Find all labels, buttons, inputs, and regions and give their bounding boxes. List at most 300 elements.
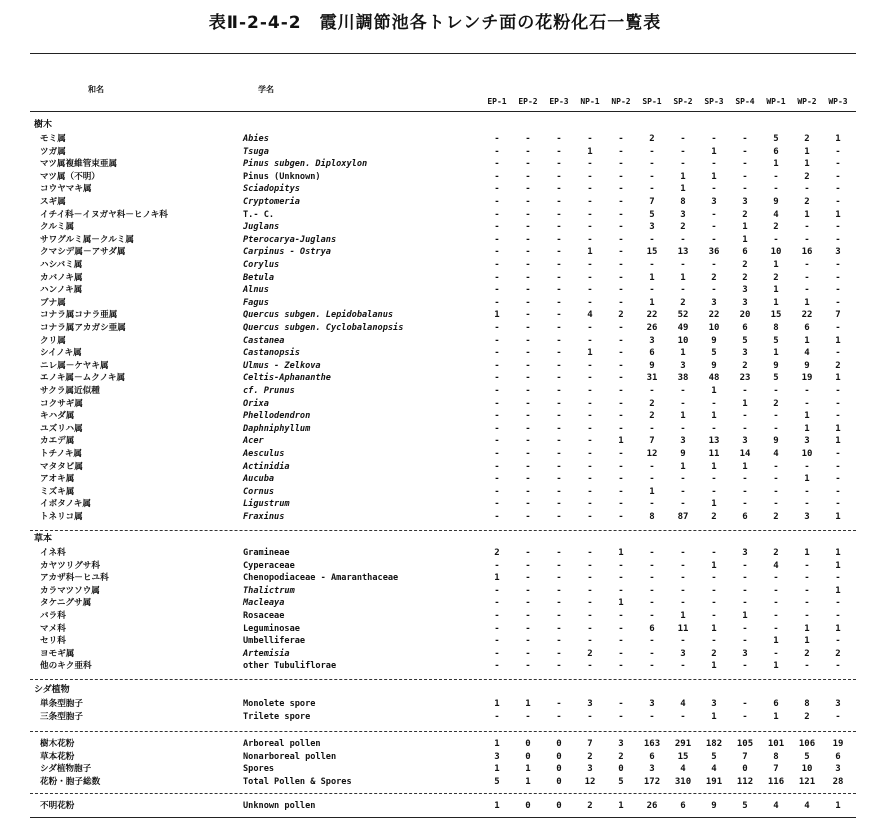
- count-cell: -: [556, 411, 562, 422]
- count-cell: 3: [680, 360, 686, 371]
- count-cell: 6: [680, 801, 686, 811]
- count-cell: -: [680, 548, 686, 558]
- count-cell: 9: [711, 360, 717, 371]
- count-cell: 2: [649, 134, 655, 144]
- count-cell: -: [835, 348, 841, 359]
- count-cell: -: [680, 499, 686, 510]
- count-cell: 1: [680, 272, 686, 283]
- count-cell: 1: [494, 573, 500, 584]
- table-row: [0, 751, 870, 764]
- scientific-name: Celtis-Aphananthe: [243, 373, 331, 384]
- count-cell: 3: [742, 436, 748, 447]
- count-cell: 2: [494, 548, 500, 558]
- japanese-name: キハダ属: [40, 411, 75, 422]
- count-cell: -: [525, 585, 531, 596]
- count-cell: 1: [804, 146, 810, 157]
- count-cell: 1: [835, 436, 841, 447]
- count-cell: 2: [711, 272, 717, 283]
- count-cell: 1: [773, 711, 779, 722]
- count-cell: 2: [742, 260, 748, 270]
- table-row: [0, 246, 870, 259]
- count-cell: 3: [804, 436, 810, 447]
- count-cell: -: [494, 636, 500, 647]
- count-cell: -: [773, 499, 779, 510]
- count-cell: -: [711, 573, 717, 584]
- table-row: [0, 347, 870, 360]
- count-cell: -: [494, 436, 500, 447]
- count-cell: 2: [773, 512, 779, 522]
- count-cell: 3: [742, 348, 748, 359]
- count-cell: -: [556, 310, 562, 321]
- count-cell: 1: [835, 623, 841, 634]
- count-cell: -: [556, 323, 562, 333]
- count-cell: -: [711, 585, 717, 596]
- count-cell: -: [711, 548, 717, 558]
- count-cell: 1: [804, 297, 810, 308]
- count-cell: 172: [643, 776, 661, 787]
- count-cell: 1: [804, 209, 810, 220]
- count-cell: 22: [708, 310, 720, 321]
- count-cell: -: [525, 386, 531, 396]
- count-cell: 3: [804, 512, 810, 522]
- count-cell: 1: [835, 209, 841, 220]
- count-cell: -: [835, 222, 841, 233]
- scientific-name: Orixa: [243, 398, 269, 409]
- count-cell: -: [649, 560, 655, 571]
- count-cell: -: [649, 548, 655, 558]
- count-cell: 22: [801, 310, 813, 321]
- scientific-name: Tsuga: [243, 146, 269, 157]
- count-cell: 1: [773, 260, 779, 270]
- count-cell: -: [587, 611, 593, 621]
- count-cell: -: [773, 171, 779, 182]
- count-cell: -: [742, 386, 748, 396]
- count-cell: -: [618, 272, 624, 283]
- count-cell: -: [556, 398, 562, 409]
- count-cell: -: [680, 423, 686, 434]
- count-cell: 1: [525, 776, 531, 787]
- count-cell: 1: [711, 171, 717, 182]
- count-cell: 2: [587, 648, 593, 659]
- count-cell: -: [835, 711, 841, 722]
- count-cell: 2: [804, 648, 810, 659]
- count-cell: 3: [680, 648, 686, 659]
- count-cell: -: [525, 661, 531, 672]
- scientific-name: cf. Prunus: [243, 386, 295, 396]
- count-cell: 310: [674, 776, 692, 787]
- scientific-name: Ligustrum: [243, 499, 290, 510]
- count-cell: -: [742, 661, 748, 672]
- table-row: [0, 648, 870, 661]
- table-row: [0, 221, 870, 234]
- count-cell: 1: [711, 386, 717, 396]
- count-cell: 26: [646, 801, 658, 811]
- count-cell: -: [618, 699, 624, 709]
- count-cell: -: [525, 373, 531, 384]
- count-cell: 5: [773, 373, 779, 384]
- count-cell: -: [494, 486, 500, 497]
- japanese-name: セリ科: [40, 636, 66, 647]
- count-cell: 2: [835, 360, 841, 371]
- count-cell: -: [618, 146, 624, 157]
- count-cell: 5: [711, 751, 717, 762]
- count-cell: -: [680, 598, 686, 609]
- count-cell: 1: [773, 159, 779, 170]
- count-cell: -: [587, 272, 593, 283]
- count-cell: 2: [773, 222, 779, 233]
- count-cell: -: [494, 171, 500, 182]
- count-cell: -: [835, 197, 841, 207]
- count-cell: 28: [832, 776, 844, 787]
- count-cell: -: [494, 423, 500, 434]
- count-cell: 1: [804, 623, 810, 634]
- count-cell: -: [835, 285, 841, 296]
- japanese-name: ハンノキ属: [40, 285, 83, 296]
- count-cell: -: [618, 197, 624, 207]
- count-cell: -: [711, 285, 717, 296]
- count-cell: -: [711, 184, 717, 195]
- count-cell: -: [587, 134, 593, 144]
- count-cell: -: [587, 548, 593, 558]
- count-cell: -: [525, 222, 531, 233]
- count-cell: 1: [742, 234, 748, 245]
- count-cell: 291: [674, 739, 692, 749]
- count-cell: -: [525, 461, 531, 472]
- count-cell: 9: [680, 449, 686, 459]
- count-cell: -: [680, 560, 686, 571]
- count-cell: -: [494, 323, 500, 333]
- count-cell: 9: [804, 360, 810, 371]
- count-cell: -: [742, 598, 748, 609]
- count-cell: 6: [742, 323, 748, 333]
- count-cell: -: [587, 209, 593, 220]
- count-cell: 4: [804, 348, 810, 359]
- count-cell: -: [773, 184, 779, 195]
- count-cell: -: [587, 623, 593, 634]
- count-cell: -: [525, 310, 531, 321]
- japanese-name: ハシバミ属: [40, 260, 83, 270]
- count-cell: 1: [804, 548, 810, 558]
- count-cell: -: [556, 486, 562, 497]
- count-cell: -: [494, 360, 500, 371]
- count-cell: -: [525, 297, 531, 308]
- count-cell: 3: [711, 297, 717, 308]
- count-cell: 9: [773, 360, 779, 371]
- table-row: [0, 560, 870, 573]
- count-cell: -: [556, 197, 562, 207]
- count-cell: -: [525, 423, 531, 434]
- count-cell: -: [556, 611, 562, 621]
- count-cell: 2: [804, 711, 810, 722]
- count-cell: -: [494, 499, 500, 510]
- count-cell: -: [649, 573, 655, 584]
- count-cell: -: [525, 411, 531, 422]
- count-cell: 8: [680, 197, 686, 207]
- count-cell: 3: [587, 764, 593, 775]
- count-cell: -: [618, 285, 624, 296]
- count-cell: 22: [646, 310, 658, 321]
- count-cell: 6: [742, 247, 748, 258]
- count-cell: -: [556, 461, 562, 472]
- table-row: [0, 259, 870, 272]
- count-cell: -: [556, 623, 562, 634]
- table-row: [0, 309, 870, 322]
- count-cell: -: [711, 222, 717, 233]
- table-row: [0, 511, 870, 524]
- column-header: SP-3: [704, 97, 724, 106]
- count-cell: 3: [711, 699, 717, 709]
- count-cell: -: [525, 611, 531, 621]
- count-cell: 9: [773, 197, 779, 207]
- count-cell: -: [556, 247, 562, 258]
- count-cell: -: [587, 222, 593, 233]
- count-cell: -: [711, 209, 717, 220]
- count-cell: 6: [649, 623, 655, 634]
- count-cell: 1: [711, 499, 717, 510]
- count-cell: -: [494, 209, 500, 220]
- count-cell: -: [711, 636, 717, 647]
- count-cell: 5: [773, 335, 779, 346]
- count-cell: -: [494, 272, 500, 283]
- count-cell: -: [742, 134, 748, 144]
- count-cell: 4: [680, 699, 686, 709]
- count-cell: -: [742, 499, 748, 510]
- count-cell: -: [680, 159, 686, 170]
- count-cell: 2: [804, 134, 810, 144]
- count-cell: -: [556, 573, 562, 584]
- scientific-name: Phellodendron: [243, 411, 311, 422]
- scientific-name: Abies: [243, 134, 269, 144]
- japanese-name: カラマツソウ属: [40, 585, 100, 596]
- count-cell: -: [649, 184, 655, 195]
- count-cell: -: [835, 486, 841, 497]
- count-cell: -: [556, 585, 562, 596]
- table-row: [0, 763, 870, 776]
- count-cell: -: [494, 285, 500, 296]
- japanese-name: スギ属: [40, 197, 66, 207]
- count-cell: 3: [680, 436, 686, 447]
- count-cell: 2: [618, 751, 624, 762]
- scientific-name: Corylus: [243, 260, 280, 270]
- japanese-name: ツガ属: [40, 146, 66, 157]
- count-cell: -: [835, 146, 841, 157]
- table-row: [0, 360, 870, 373]
- count-cell: 1: [804, 474, 810, 485]
- count-cell: 1: [494, 739, 500, 749]
- scientific-name: Ulmus - Zelkova: [243, 360, 321, 371]
- scientific-name-header: 学名: [258, 85, 274, 94]
- section-title: シダ植物: [34, 685, 70, 695]
- scientific-name: Daphniphyllum: [243, 423, 311, 434]
- count-cell: 1: [494, 764, 500, 775]
- count-cell: 0: [618, 764, 624, 775]
- count-cell: -: [494, 398, 500, 409]
- count-cell: -: [804, 573, 810, 584]
- column-header: WP-1: [766, 97, 786, 106]
- count-cell: 1: [680, 611, 686, 621]
- japanese-name: 不明花粉: [40, 801, 75, 811]
- count-cell: 1: [587, 348, 593, 359]
- count-cell: -: [680, 573, 686, 584]
- count-cell: -: [742, 171, 748, 182]
- count-cell: -: [618, 585, 624, 596]
- count-cell: 14: [739, 449, 751, 459]
- count-cell: 11: [708, 449, 720, 459]
- count-cell: -: [618, 386, 624, 396]
- table-row: [0, 711, 870, 724]
- count-cell: -: [680, 398, 686, 409]
- scientific-name: Pinus subgen. Diploxylon: [243, 159, 368, 170]
- count-cell: -: [773, 585, 779, 596]
- count-cell: 1: [835, 335, 841, 346]
- count-cell: 1: [835, 134, 841, 144]
- count-cell: 4: [773, 801, 779, 811]
- count-cell: -: [835, 323, 841, 333]
- count-cell: -: [649, 711, 655, 722]
- count-cell: 3: [835, 247, 841, 258]
- table-row: [0, 498, 870, 511]
- count-cell: 2: [618, 310, 624, 321]
- count-cell: 1: [680, 461, 686, 472]
- count-cell: 1: [773, 297, 779, 308]
- table-row: [0, 486, 870, 499]
- count-cell: -: [556, 548, 562, 558]
- count-cell: 4: [711, 764, 717, 775]
- count-cell: -: [618, 222, 624, 233]
- count-cell: 1: [618, 548, 624, 558]
- count-cell: -: [525, 548, 531, 558]
- count-cell: -: [587, 386, 593, 396]
- count-cell: 15: [646, 247, 658, 258]
- count-cell: -: [556, 636, 562, 647]
- count-cell: -: [556, 134, 562, 144]
- count-cell: 101: [767, 739, 785, 749]
- scientific-name: Acer: [243, 436, 264, 447]
- count-cell: 6: [773, 146, 779, 157]
- count-cell: -: [587, 486, 593, 497]
- count-cell: -: [742, 585, 748, 596]
- count-cell: 8: [773, 323, 779, 333]
- count-cell: 2: [804, 197, 810, 207]
- count-cell: -: [680, 711, 686, 722]
- count-cell: 52: [677, 310, 689, 321]
- page-title: 表Ⅱ-2-4-2 霞川調節池各トレンチ面の花粉化石一覧表: [208, 13, 662, 33]
- count-cell: -: [587, 373, 593, 384]
- count-cell: -: [525, 234, 531, 245]
- count-cell: 2: [711, 648, 717, 659]
- count-cell: -: [525, 449, 531, 459]
- count-cell: -: [494, 648, 500, 659]
- count-cell: -: [618, 512, 624, 522]
- count-cell: -: [525, 512, 531, 522]
- count-cell: -: [556, 699, 562, 709]
- count-cell: -: [556, 297, 562, 308]
- count-cell: 0: [525, 739, 531, 749]
- count-cell: 7: [649, 197, 655, 207]
- count-cell: -: [680, 134, 686, 144]
- japanese-name: バラ科: [40, 611, 66, 621]
- count-cell: -: [494, 585, 500, 596]
- scientific-name: Juglans: [243, 222, 280, 233]
- table-row: [0, 372, 870, 385]
- count-cell: -: [742, 423, 748, 434]
- japanese-name: シイノキ属: [40, 348, 82, 359]
- count-cell: -: [525, 184, 531, 195]
- count-cell: -: [649, 661, 655, 672]
- count-cell: 36: [708, 247, 720, 258]
- count-cell: -: [525, 247, 531, 258]
- japanese-name: タケニグサ属: [40, 598, 92, 609]
- japanese-name: 他のキク亜科: [40, 661, 92, 672]
- table-row: [0, 410, 870, 423]
- japanese-name: イネ科: [40, 548, 66, 558]
- count-cell: -: [556, 661, 562, 672]
- count-cell: -: [680, 661, 686, 672]
- count-cell: -: [494, 222, 500, 233]
- count-cell: 3: [742, 197, 748, 207]
- count-cell: -: [649, 636, 655, 647]
- count-cell: -: [804, 285, 810, 296]
- count-cell: -: [587, 461, 593, 472]
- count-cell: -: [587, 323, 593, 333]
- count-cell: -: [835, 171, 841, 182]
- count-cell: 1: [618, 801, 624, 811]
- count-cell: 3: [742, 297, 748, 308]
- count-cell: -: [587, 411, 593, 422]
- count-cell: 8: [804, 699, 810, 709]
- count-cell: 2: [804, 171, 810, 182]
- count-cell: 2: [835, 648, 841, 659]
- count-cell: 3: [494, 751, 500, 762]
- count-cell: -: [835, 461, 841, 472]
- count-cell: 1: [587, 247, 593, 258]
- japanese-name: コクサギ属: [40, 398, 83, 409]
- table-row: [0, 158, 870, 171]
- count-cell: -: [649, 234, 655, 245]
- count-cell: 10: [770, 247, 782, 258]
- table-row: [0, 398, 870, 411]
- section-rule: [30, 679, 856, 680]
- count-cell: -: [618, 159, 624, 170]
- count-cell: -: [649, 598, 655, 609]
- count-cell: -: [494, 335, 500, 346]
- section-title: 草本: [34, 534, 53, 544]
- count-cell: -: [587, 711, 593, 722]
- count-cell: 1: [680, 184, 686, 195]
- count-cell: -: [804, 560, 810, 571]
- count-cell: -: [494, 234, 500, 245]
- count-cell: -: [556, 499, 562, 510]
- count-cell: 9: [711, 801, 717, 811]
- count-cell: -: [525, 398, 531, 409]
- count-cell: -: [618, 360, 624, 371]
- count-cell: -: [773, 411, 779, 422]
- count-cell: -: [525, 486, 531, 497]
- count-cell: -: [587, 636, 593, 647]
- count-cell: 6: [742, 512, 748, 522]
- count-cell: 1: [711, 146, 717, 157]
- count-cell: -: [804, 386, 810, 396]
- count-cell: -: [618, 184, 624, 195]
- count-cell: -: [804, 585, 810, 596]
- count-cell: -: [556, 171, 562, 182]
- count-cell: 1: [618, 598, 624, 609]
- count-cell: -: [835, 184, 841, 195]
- count-cell: 3: [680, 209, 686, 220]
- count-cell: -: [494, 146, 500, 157]
- scientific-name: Total Pollen & Spores: [243, 776, 352, 787]
- count-cell: -: [556, 423, 562, 434]
